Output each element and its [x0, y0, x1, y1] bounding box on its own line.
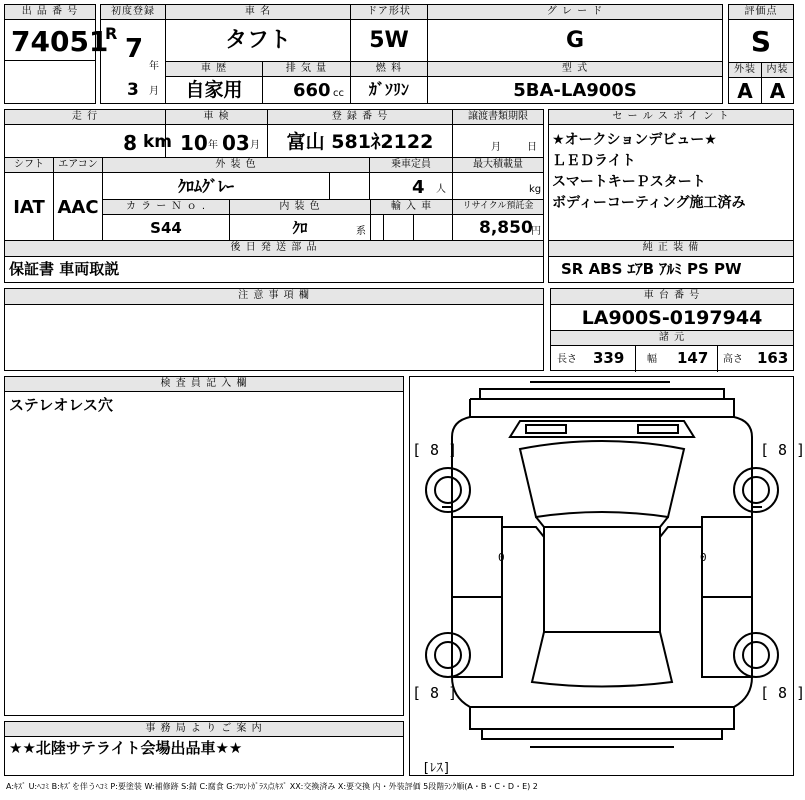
displacement-label: 排 気 量: [262, 61, 351, 77]
lot-number-blank: [4, 60, 96, 104]
car-diagram-frame: [409, 376, 805, 776]
tire-front-left: [426, 468, 470, 512]
inspection-label: 車 検: [165, 109, 268, 125]
office-cell: [4, 736, 404, 776]
color-number-cell: [102, 214, 230, 241]
exterior-grade-cell: [728, 77, 762, 104]
lot-number-label: 出 品 番 号: [4, 4, 96, 20]
inspection-month: 03: [222, 131, 250, 155]
shift-cell: [4, 172, 54, 241]
inspection-year: 10: [180, 131, 208, 155]
chassis-number: LA900S-0197944: [581, 307, 763, 329]
specs-cell: [550, 345, 794, 371]
equipment: SR ABS ｴｱB ｱﾙﾐ PS PW: [561, 260, 742, 278]
history: 自家用: [185, 79, 243, 101]
tire-depth-rear-right: [ 8 ]: [760, 684, 805, 702]
exterior-color: ｸﾛﾑｸﾞﾚｰ: [178, 177, 235, 196]
capacity-cell: [369, 172, 453, 200]
color-number: S44: [150, 219, 182, 237]
capacity: 4: [412, 177, 425, 198]
sales-point-item: ボディーコーティング施工済み: [552, 195, 746, 211]
roof: [544, 527, 660, 632]
interior-color-cell: [229, 214, 371, 241]
height-label: 高さ: [723, 354, 743, 365]
recycle-unit: 円: [531, 226, 541, 237]
interior-grade-label: 内装: [761, 62, 794, 78]
notes-cell: [4, 304, 544, 371]
color-number-label: カ ラ ー Ｎ ｏ .: [102, 199, 230, 215]
recycle-cell: [452, 214, 544, 241]
inspector-cell: [4, 391, 404, 716]
sales-point-item: スマートキーＰスタート: [552, 174, 706, 190]
month-unit: 月: [149, 86, 159, 97]
fuel: ｶﾞｿﾘﾝ: [368, 80, 409, 99]
tire-front-right: [734, 468, 778, 512]
interior-color-unit: 系: [356, 226, 366, 237]
interior-color: ｸﾛ: [292, 219, 308, 237]
import-label: 輸 入 車: [370, 199, 453, 215]
mileage-unit: km: [143, 132, 173, 152]
year-unit: 年: [149, 61, 159, 72]
grade-cell: [427, 19, 723, 62]
max-load-label: 最大積載量: [452, 157, 544, 173]
height: 163: [757, 349, 789, 367]
inspection-month-unit: 月: [250, 140, 260, 151]
damage-mark-left-door: 0: [498, 551, 505, 564]
tire-rear-left: [426, 633, 470, 677]
equipment-cell: [548, 256, 794, 283]
plate-cell: [267, 124, 453, 158]
model-label: 型 式: [427, 61, 723, 77]
door-type: 5W: [369, 28, 409, 53]
width: 147: [677, 349, 709, 367]
recycle-fee: 8,850: [479, 218, 533, 238]
exterior-grade-label: 外装: [728, 62, 762, 78]
later-parts: 保証書 車両取説: [9, 260, 120, 278]
ac-cell: [53, 172, 103, 241]
length-label: 長さ: [557, 354, 577, 365]
notes-label: 注 意 事 項 欄: [4, 288, 544, 305]
fuel-cell: [350, 76, 428, 104]
era-letter: R: [105, 24, 118, 43]
displacement-cell: [262, 76, 351, 104]
spare-tire-status: [ﾚｽ]: [422, 761, 451, 776]
lot-number-cell: [4, 19, 109, 61]
score-label: 評価点: [728, 4, 794, 20]
tire-depth-front-left: [ 8 ]: [412, 441, 458, 459]
shift: IAT: [13, 197, 45, 218]
fuel-label: 燃 料: [350, 61, 428, 77]
sales-point-item: ★オークションデビュー★: [552, 132, 717, 148]
later-parts-label: 後 日 発 送 部 品: [4, 240, 544, 257]
door-type-cell: [350, 19, 428, 62]
rear-bumper: [482, 729, 722, 739]
interior-grade-cell: [761, 77, 794, 104]
door-type-label: ドア形状: [350, 4, 428, 20]
shift-label: シフト: [4, 157, 54, 173]
air-conditioner: AAC: [57, 197, 99, 218]
grade-label: グ レ ー ド: [427, 4, 723, 20]
transfer-month-unit: 月: [491, 142, 501, 153]
specs-label: 諸 元: [550, 330, 794, 346]
legend: A:ｷｽﾞ U:ﾍｺﾐ B:ｷｽﾞを伴うﾍｺﾐ P:要塗装 W:補修跡 S:錆 C:腐食 G:ﾌﾛﾝﾄｶﾞﾗｽ点ｷｽﾞ XX:交換済み X:要交換 内・外装評価 5段階ﾗﾝｸ順(A・B・C・D・E) 2: [6, 782, 538, 791]
displacement: 660: [293, 80, 331, 101]
transfer-deadline-label: 譲渡書類期限: [452, 109, 544, 125]
sales-point-item: ＬＥＤライト: [552, 153, 636, 169]
plate-number: 富山 581ﾈ2122: [286, 131, 434, 153]
inspection-year-unit: 年: [208, 140, 218, 151]
hood-outline: [452, 417, 752, 517]
grade: G: [565, 28, 585, 53]
plate-label: 登 録 番 号: [267, 109, 453, 125]
windshield: [520, 441, 684, 517]
displacement-unit: cc: [333, 88, 344, 99]
rear-window: [532, 632, 672, 687]
registration-month: 3: [127, 80, 139, 100]
transfer-deadline-cell: [452, 124, 544, 158]
chassis-cell: [550, 304, 794, 331]
mileage-cell: [4, 124, 173, 158]
score-cell: [728, 19, 794, 63]
capacity-unit: 人: [436, 184, 446, 195]
length: 339: [593, 349, 625, 367]
score: S: [750, 25, 772, 58]
capacity-label: 乗車定員: [369, 157, 453, 173]
car-name-cell: [165, 19, 351, 62]
tire-depth-rear-left: [ 8 ]: [412, 684, 458, 702]
car-diagram: [410, 377, 793, 775]
first-registration-label: 初度登録: [100, 4, 166, 20]
exterior-grade: A: [737, 79, 753, 103]
mileage-label: 走 行: [4, 109, 166, 125]
inspector-note: ステレオレス穴: [9, 396, 113, 414]
tire-depth-front-right: [ 8 ]: [760, 441, 805, 459]
mileage: 8: [123, 131, 137, 155]
first-registration-cell: [100, 19, 166, 104]
ac-label: エアコン: [53, 157, 103, 173]
sales-points-list: [548, 124, 794, 241]
inspector-label: 検 査 員 記 入 欄: [4, 376, 404, 392]
history-label: 車 歴: [165, 61, 263, 77]
car-name: タフト: [224, 28, 291, 53]
tire-rear-right: [734, 633, 778, 677]
width-label: 幅: [647, 354, 657, 365]
import-cell: [370, 214, 453, 241]
later-parts-cell: [4, 256, 544, 283]
registration-year: 7: [125, 34, 144, 64]
exterior-color-label: 外 装 色: [102, 157, 370, 173]
chassis-label: 車 台 番 号: [550, 288, 794, 305]
max-load-cell: [452, 172, 544, 200]
recycle-label: リサイクル預託金: [452, 199, 544, 215]
inspection-cell: [165, 124, 268, 158]
sales-points-label: セ ー ル ス ポ イ ン ト: [548, 109, 794, 125]
model: 5BA-LA900S: [513, 80, 637, 101]
equipment-label: 純 正 装 備: [548, 240, 794, 257]
model-cell: [427, 76, 723, 104]
exterior-color-cell: [102, 172, 370, 200]
office-label: 事 務 局 よ り ご 案 内: [4, 721, 404, 737]
interior-grade: A: [769, 79, 786, 103]
car-name-label: 車 名: [165, 4, 351, 20]
interior-color-label: 内 装 色: [229, 199, 371, 215]
max-load-unit: kg: [529, 184, 542, 195]
lot-number: 74051: [11, 25, 109, 58]
office-note: ★★北陸サテライト会場出品車★★: [9, 739, 243, 757]
damage-mark-right-door: 0: [700, 551, 707, 564]
history-cell: [165, 76, 263, 104]
transfer-day-unit: 日: [527, 142, 537, 153]
